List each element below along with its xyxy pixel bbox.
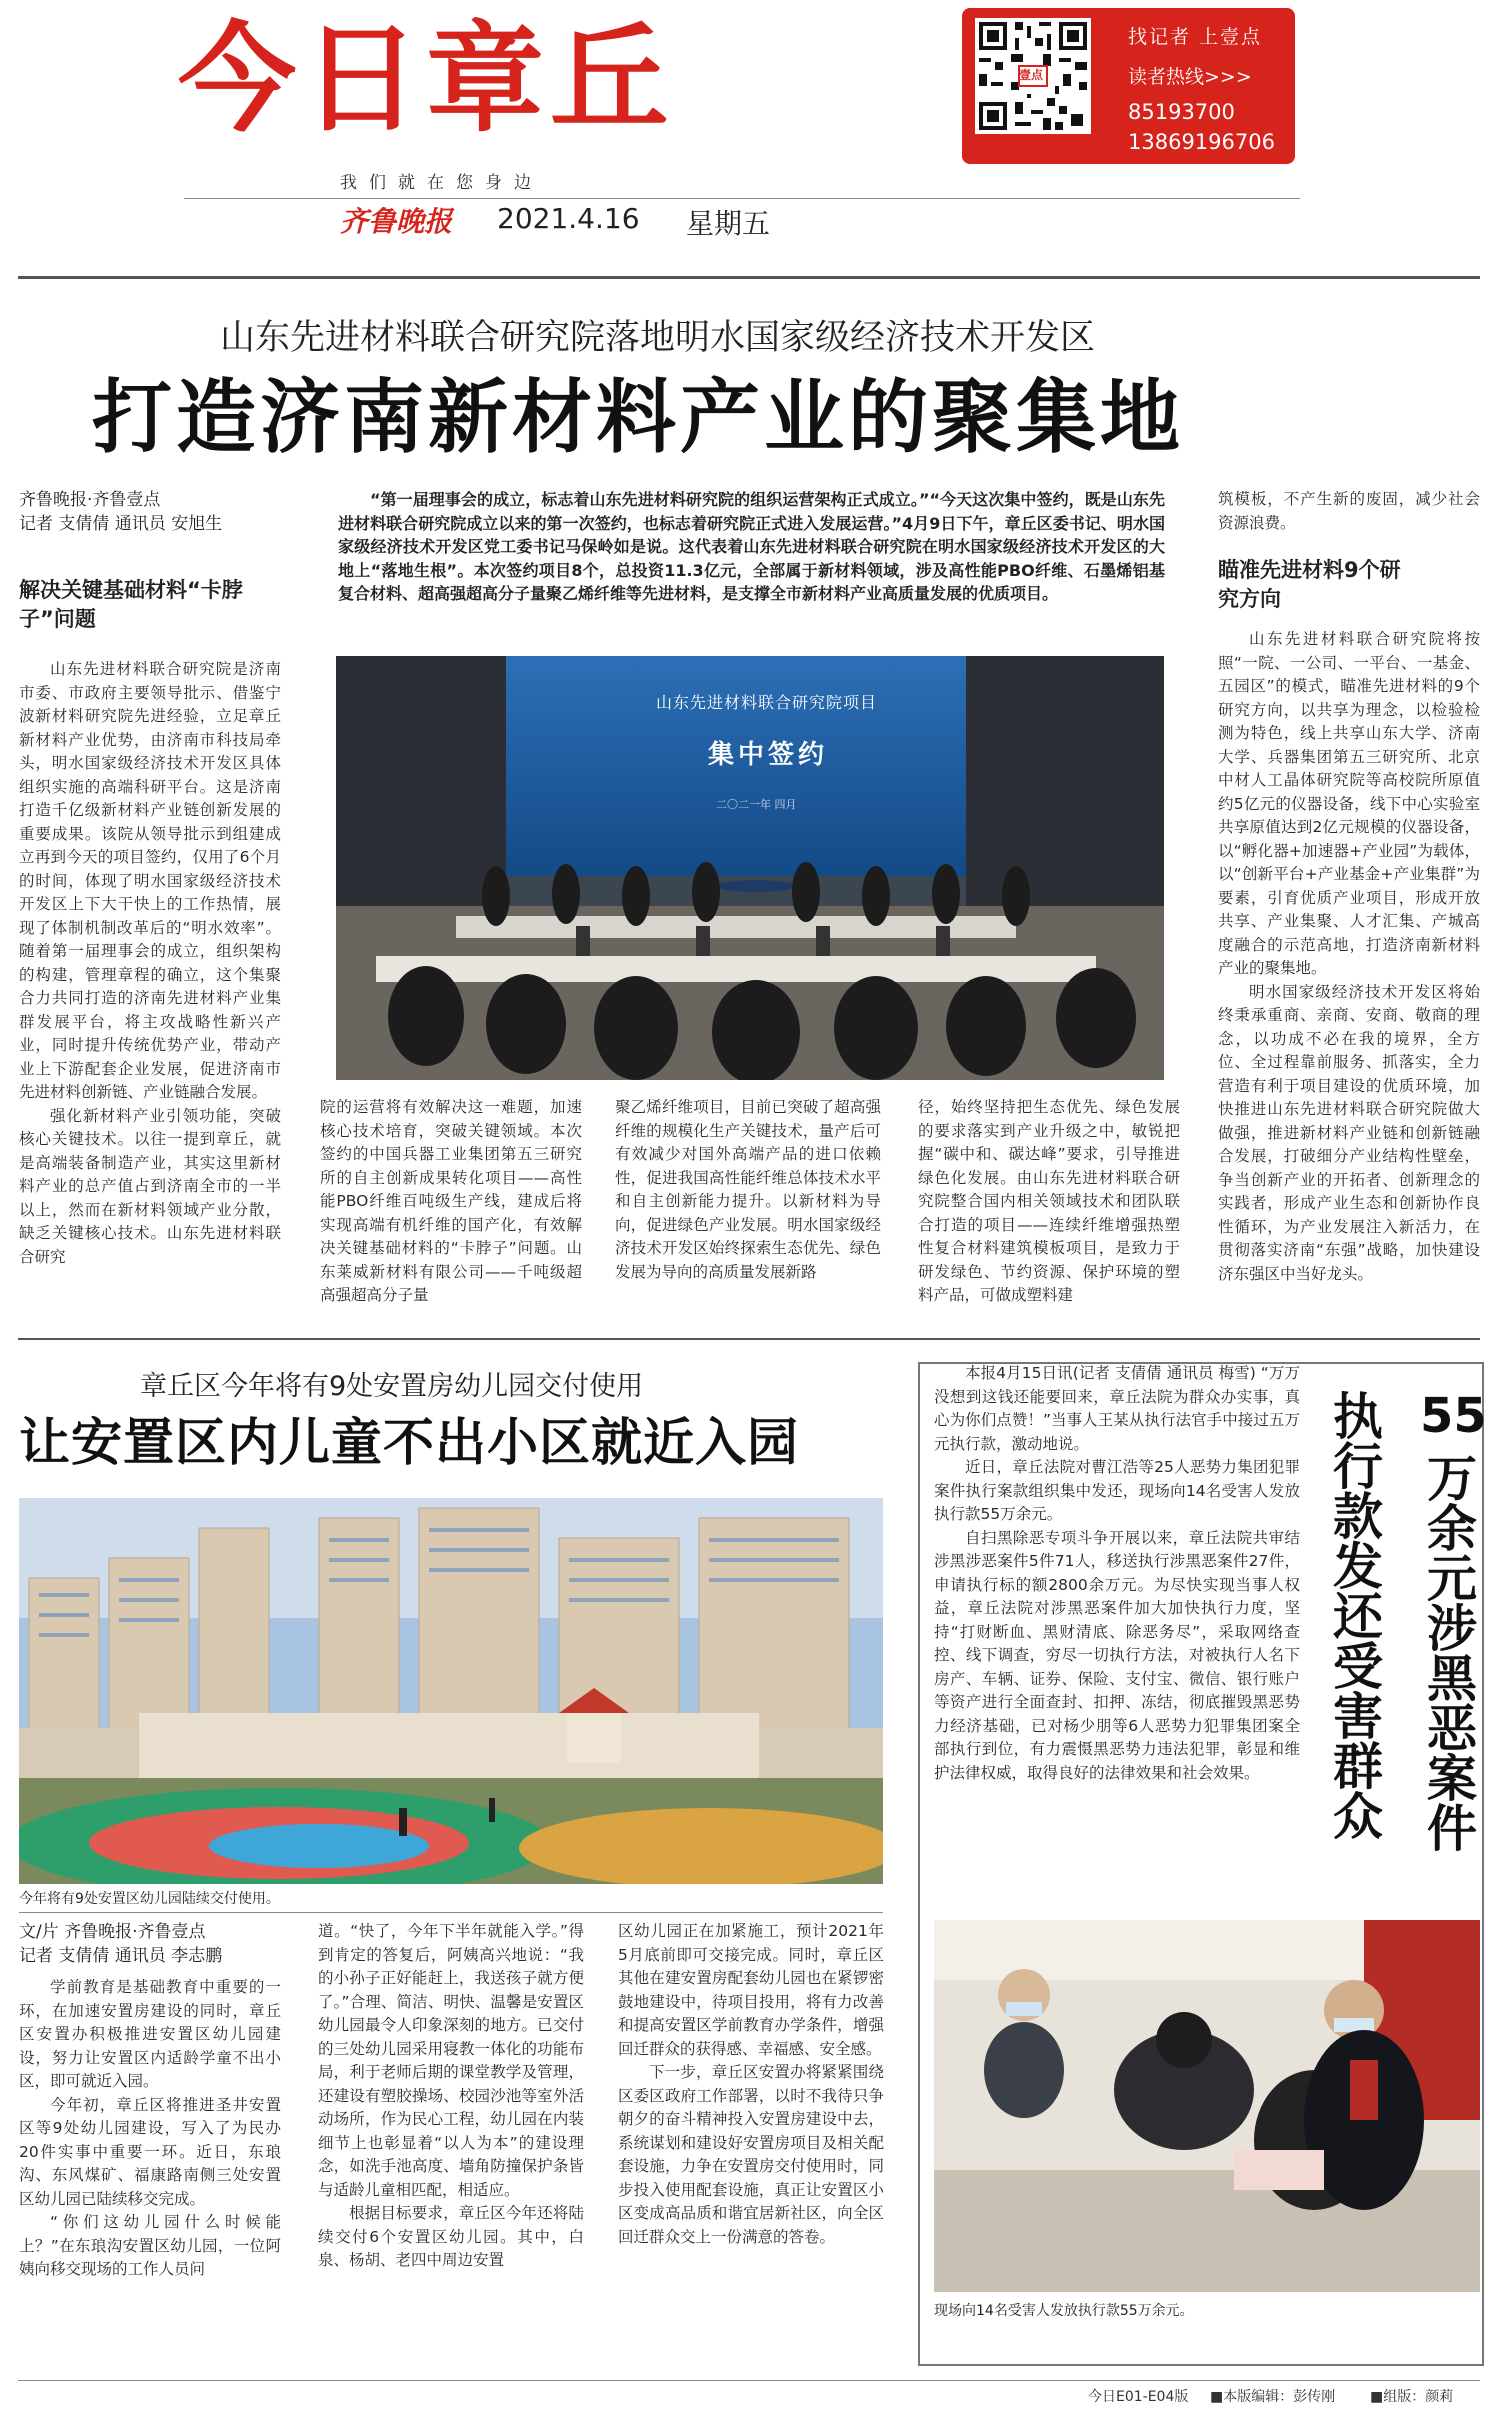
signing-ceremony-illustration: [336, 656, 1164, 1080]
lead-headline: 打造济南新材料产业的聚集地: [92, 371, 1184, 464]
publication-weekday: 星期五: [686, 207, 771, 240]
lead-column2: [320, 1096, 582, 1316]
lead-byline1: 齐鲁晚报·齐鲁壹点: [19, 490, 161, 510]
qr-code[interactable]: [975, 18, 1091, 134]
photo-banner-subtitle: 集中签约: [708, 740, 829, 770]
story2-col3-para2: 下一步，章丘区安置办将紧紧围绕区委区政府工作部署，以时不我待只争朝夕的奋斗精神投入安置房建设中去，系统谋划和建设好安置房项目及相关配套设施，力争在安置房交付使用时，同步投入使用配套设施，真正让安置区小区变成高品质和谐宜居新社区，向全区回迁群众交上一份满意的答卷。: [618, 2063, 884, 2246]
footer-edition: 今日E01-E04版: [1088, 2389, 1189, 2405]
story2-col3-para1: 区幼儿园正在加紧施工，预计2021年5月底前即可交接完成。同时，章丘区其他在建安置房配套幼儿园也在紧锣密鼓地建设中，待项目投用，将有力改善和提高安置区学前教育办学条件，增强回迁群众的获得感、幸福感、安全感。: [618, 1922, 884, 2058]
lead-column3: [615, 1096, 881, 1316]
story2-divider: [19, 1912, 883, 1913]
story2-column2: [318, 1920, 584, 2376]
lead-col5-para2: 明水国家级经济技术开发区将始终秉承重商、亲商、安商、敬商的理念，以功成不必在我的境界，全方位、全过程靠前服务、抓落实，全力营造有利于项目建设的优质环境，加快推进山东先进材料联合研究院做大做强，推进新材料产业链和创新链融合发展，打破细分产业结构性壁垒，争当创新产业的开拓者、创新理念的实践者，形成产业生态和创新协作良性循环，为产业发展注入新活力，在贯彻落实济南“东强”战略，加快建设济东强区中当好龙头。: [1218, 982, 1480, 1283]
lead-column4: [918, 1096, 1180, 1316]
story2-byline1: 文/片 齐鲁晚报·齐鲁壹点: [19, 1922, 206, 1942]
story2-col2-para1: 道。“快了，今年下半年就能入学。”得到肯定的答复后，阿姨高兴地说：“我的小孙子正好能赶上，我送孩子就方便了。”合理、简洁、明快、温馨是安置区幼儿园最令人印象深刻的地方。已交付的三处幼儿园采用寝教一体化的功能布局，利于老师后期的课堂教学及管理，还建设有塑胶操场、校园沙池等室外活动场所，作为民心工程，幼儿园在内装细节上也彰显着“以人为本”的建设理念，如洗手池高度、墙角防撞保护条皆与适龄儿童相匹配，相适应。: [318, 1922, 584, 2199]
masthead-title: 今日章丘: [178, 10, 675, 148]
hotline-line1: 找记者 上壹点: [1128, 26, 1263, 48]
story3-headline-part1: 万余元涉黑恶案件: [1419, 1452, 1477, 1852]
story3-caption: 现场向14名受害人发放执行款55万余元。: [934, 2303, 1194, 2319]
story2-column1: [19, 1976, 281, 2376]
kindergarten-illustration: [19, 1498, 883, 1884]
story2-col1-para1: 学前教育是基础教育中重要的一环，在加速安置房建设的同时，章丘区安置办积极推进安置区幼儿园建设，努力让安置区内适龄学童不出小区，即可就近入园。: [19, 1978, 281, 2090]
story2-headline: 让安置区内儿童不出小区就近入园: [19, 1414, 800, 1473]
court-illustration: [934, 1920, 1480, 2292]
footer-layout: ■组版：颜莉: [1370, 2389, 1454, 2405]
lead-col5-para1: 山东先进材料联合研究院将按照“一院、一公司、一平台、一基金、五园区”的模式，瞄准先进材料的9个研究方向，以共享为理念，以检验检测为特色，线上共享山东大学、济南大学、兵器集团第五三研究所、北京中材人工晶体研究院等高校院所原值约5亿元的仪器设备，线下中心实验室共享原值达到2亿元规模的仪器设备，以“孵化器+加速器+产业园”为载体，以“创新平台+产业基金+产业集群”为要素，引育优质产业项目，形成开放共享、产业集聚、人才汇集、产城高度融合的示范高地，打造济南新材料产业的聚集地。: [1218, 630, 1480, 977]
kindergarten-photo: [19, 1498, 883, 1884]
paper-logo: 齐鲁晚报: [340, 205, 453, 238]
lead-col1-para2: 强化新材料产业引领功能，突破核心关键技术。以往一提到章丘，就是高端装备制造产业，其实这里新材料产业的总产值占到济南全市的一半以上，然而在新材料领域产业分散，缺乏关键核心技术。山东先进材料联合研究: [19, 1106, 281, 1266]
story2-byline2: 记者 支倩倩 通讯员 李志鹏: [19, 1946, 223, 1966]
signing-ceremony-photo: [336, 656, 1164, 1080]
lead-subhead1: 解决关键基础材料“卡脖子”问题: [19, 578, 243, 631]
masthead-divider: [184, 198, 1300, 199]
story2-column3: [618, 1920, 884, 2376]
lead-col3-text: 聚乙烯纤维项目，目前已突破了超高强纤维的规模化生产关键技术，量产后可有效减少对国外高端产品的进口依赖性，促进我国高性能纤维总体技术水平和自主创新能力提升。以新材料为导向，促进绿色产业发展。明水国家级经济技术开发区始终探索生态优先、绿色发展为导向的高质量发展新路: [615, 1098, 881, 1281]
story2-col1-para3: “你们这幼儿园什么时候能上？”在东琅沟安置区幼儿园，一位阿姨向移交现场的工作人员问: [19, 2213, 281, 2278]
story3-text: [934, 1362, 1300, 1914]
qr-label: 壹点: [1019, 68, 1044, 82]
story2-col2-para2: 根据目标要求，章丘区今年还将陆续交付6个安置区幼儿园。其中，白泉、杨胡、老四中周边安置: [318, 2204, 584, 2269]
story3-para3: 自扫黑除恶专项斗争开展以来，章丘法院共审结涉黑涉恶案件5件71人，移送执行涉黑恶案件27件，申请执行标的额2800余万元。为尽快实现当事人权益，章丘法院对涉黑恶案件加大加快执行力度，坚持“打财断血、黑财清底、除恶务尽”，采取网络查控、线下调查，穷尽一切执行方法，对被执行人名下房产、车辆、证券、保险、支付宝、微信、银行账户等资产进行全面查封、扣押、冻结，彻底摧毁黑恶势力经济基础，已对杨少朋等6人恶势力犯罪集团案全部执行到位，有力震慑黑恶势力违法犯罪，彰显和维护法律权威，取得良好的法律效果和社会效果。: [934, 1528, 1300, 1782]
story2-kicker: 章丘区今年将有9处安置房幼儿园交付使用: [140, 1371, 644, 1402]
story3-headline-number: 55: [1420, 1388, 1487, 1444]
court-photo: [934, 1920, 1480, 2292]
lead-col4-text: 径，始终坚持把生态优先、绿色发展的要求落实到产业升级之中，敏锐把握“碳中和、碳达峰”要求，引导推进绿色化发展。由山东先进材料联合研究院整合国内相关领域技术和团队联合打造的项目——连续纤维增强热塑性复合材料建筑模板项目，是致力于研发绿色、节约资源、保护环境的塑料产品，可做成塑料建: [918, 1098, 1180, 1304]
lead-column5-top: [1218, 488, 1480, 538]
footer-divider: [18, 2380, 1480, 2381]
photo-banner-date: 二〇二一年 四月: [716, 798, 797, 811]
story2-caption: 今年将有9处安置区幼儿园陆续交付使用。: [19, 1891, 280, 1907]
lead-col5-top-text: 筑模板，不产生新的废固，减少社会资源浪费。: [1218, 490, 1480, 532]
publication-date: 2021.4.16: [497, 202, 640, 235]
story3-para1: 本报4月15日讯(记者 支倩倩 通讯员 梅雪) “万万没想到这钱还能要回来，章丘法院为群众办实事，真心为你们点赞！”当事人王某从执行法官手中接过五万元执行款，激动地说。: [934, 1364, 1300, 1453]
lead-column5: [1218, 628, 1480, 1318]
hotline-phone2: 13869196706: [1128, 130, 1275, 154]
hotline-line2: 读者热线>>>: [1128, 66, 1252, 88]
footer-editor: ■本版编辑：彭传刚: [1210, 2389, 1336, 2405]
lead-byline2: 记者 支倩倩 通讯员 安旭生: [19, 514, 223, 534]
story3-headline-part2: 执行款发还受害群众: [1325, 1390, 1383, 1840]
story3-para2: 近日，章丘法院对曹江浩等25人恶势力集团犯罪案件执行案款组织集中发还，现场向14名受害人发放执行款55万余元。: [934, 1458, 1300, 1523]
lead-subhead2: 瞄准先进材料9个研究方向: [1218, 558, 1401, 611]
section-divider-middle: [18, 1338, 1480, 1340]
photo-banner-title: 山东先进材料联合研究院项目: [656, 693, 878, 712]
section-divider-top: [18, 276, 1480, 279]
masthead-slogan: 我们就在您身边: [340, 173, 543, 193]
lead-col2-text: 院的运营将有效解决这一难题，加速核心技术培育，突破关键领域。本次签约的中国兵器工业集团第五三研究所的自主创新成果转化项目——高性能PBO纤维百吨级生产线，建成后将实现高端有机纤维的国产化，有效解决关键基础材料的“卡脖子”问题。山东莱威新材料有限公司——千吨级超高强超高分子量: [320, 1098, 582, 1304]
hotline-phone1: 85193700: [1128, 100, 1235, 124]
story2-col1-para2: 今年初，章丘区将推进圣井安置区等9处幼儿园建设，写入了为民办20件实事中重要一环。近日，东琅沟、东风煤矿、福康路南侧三处安置区幼儿园已陆续移交完成。: [19, 2095, 281, 2208]
lead-paragraph: “第一届理事会的成立，标志着山东先进材料研究院的组织运营架构正式成立。”“今天这次集中签约，既是山东先进材料联合研究院成立以来的第一次签约，也标志着研究院正式进入发展运营。”4月9日下午，章丘区委书记、明水国家级经济技术开发区党工委书记马保岭如是说。这代表着山东先进材料联合研究院在明水国家级经济技术开发区的大地上“落地生根”。本次签约项目8个，总投资11.3亿元，全部属于新材料领域，涉及高性能PBO纤维、石墨烯铝基复合材料、超高强超高分子量聚乙烯纤维等先进材料，是支撑全市新材料产业高质量发展的优质项目。: [338, 490, 1165, 603]
lead-col1-para1: 山东先进材料联合研究院是济南市委、市政府主要领导批示、借鉴宁波新材料研究院先进经验，立足章丘新材料产业优势，由济南市科技局牵头，明水国家级经济技术开发区具体组织实施的高端科研平台。这是济南打造千亿级新材料产业链创新发展的重要成果。该院从领导批示到组建成立再到今天的项目签约，仅用了6个月的时间，体现了明水国家级经济技术开发区上下大干快上的工作热情，展现了体制机制改革后的“明水效率”。随着第一届理事会的成立，组织架构的构建，管理章程的确立，这个集聚合力共同打造的济南先进材料产业集群发展平台，将主攻战略性新兴产业，同时提升传统优势产业，带动产业上下游配套企业发展，促进济南市先进材料创新链、产业链融合发展。: [19, 660, 281, 1101]
lead-kicker: 山东先进材料联合研究院落地明水国家级经济技术开发区: [220, 318, 1096, 358]
